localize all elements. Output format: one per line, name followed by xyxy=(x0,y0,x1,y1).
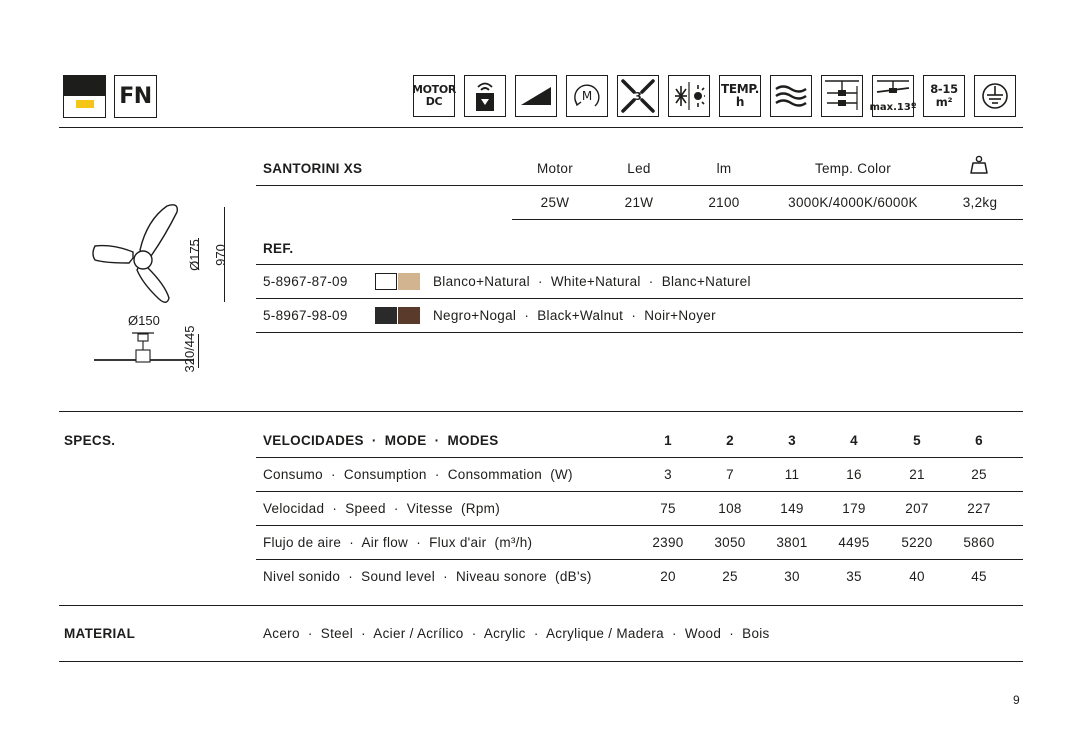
material-text: Acero · Steel · Acier / Acrílico · Acrylic · Acrylique / Madera · Wood · Bois xyxy=(263,626,770,641)
spec-value: 4495 xyxy=(838,535,870,550)
spec-row-label: Velocidad · Speed · Vitesse (Rpm) xyxy=(263,501,501,516)
motor-dc-icon: MOTOR DC xyxy=(413,75,455,117)
footer-divider xyxy=(59,661,1023,662)
specs-header: VELOCIDADES · MODE · MODES xyxy=(263,433,499,448)
value-motor: 25W xyxy=(540,195,570,210)
col-motor: Motor xyxy=(536,161,573,176)
spec-value: 21 xyxy=(909,467,925,482)
col-temp-color: Temp. Color xyxy=(814,161,892,176)
specs-header-divider xyxy=(256,457,1023,458)
swatch-walnut xyxy=(398,307,420,324)
specs-section-title: SPECS. xyxy=(64,433,116,448)
spec-row-divider xyxy=(256,559,1023,560)
spec-value: 3 xyxy=(664,467,672,482)
product-name: SANTORINI XS xyxy=(263,161,363,176)
spec-value: 149 xyxy=(780,501,804,516)
spec-value: 3801 xyxy=(776,535,808,550)
family-code: FN xyxy=(119,84,152,109)
family-code-badge xyxy=(114,75,157,118)
refs-divider-mid xyxy=(256,298,1023,299)
span-label: 970 xyxy=(213,244,228,266)
value-led: 21W xyxy=(624,195,654,210)
mode-2: 2 xyxy=(726,433,734,448)
header-divider xyxy=(59,127,1023,128)
reversible-motor-icon xyxy=(566,75,608,117)
spec-value: 179 xyxy=(842,501,866,516)
refs-title: REF. xyxy=(263,241,294,256)
spec-value: 7 xyxy=(726,467,734,482)
spec-value: 5860 xyxy=(963,535,995,550)
spec-value: 108 xyxy=(718,501,742,516)
remote-control-icon xyxy=(464,75,506,117)
swatch-white xyxy=(375,273,397,290)
specs-section-divider xyxy=(59,411,1023,412)
refs-divider-bottom xyxy=(256,332,1023,333)
spec-value: 20 xyxy=(660,569,676,584)
spec-value: 25 xyxy=(722,569,738,584)
max-inclination-icon xyxy=(869,75,917,117)
spec-value: 227 xyxy=(967,501,991,516)
spec-row-label: Consumo · Consumption · Consommation (W) xyxy=(263,467,573,482)
spec-value: 30 xyxy=(784,569,800,584)
value-lumens: 2100 xyxy=(708,195,740,210)
canopy-diameter-label: Ø150 xyxy=(128,313,160,328)
refs-divider-top xyxy=(256,264,1023,265)
height-label: 320/445 xyxy=(182,325,197,373)
blade-diameter-label: Ø175 xyxy=(187,239,202,271)
swatch-black xyxy=(375,307,397,324)
weight-icon xyxy=(970,155,988,175)
value-temp-color: 3000K/4000K/6000K xyxy=(788,195,918,210)
product-values-divider xyxy=(512,219,1023,220)
dimmable-icon xyxy=(515,75,557,117)
spec-value: 75 xyxy=(660,501,676,516)
product-header-divider xyxy=(256,185,1023,186)
page-number: 9 xyxy=(1013,693,1020,707)
ref-desc-1: Blanco+Natural · White+Natural · Blanc+Naturel xyxy=(433,274,751,289)
three-speed-blades-icon xyxy=(617,75,659,117)
mode-6: 6 xyxy=(975,433,983,448)
summer-winter-icon xyxy=(668,75,710,117)
swatch-natural xyxy=(398,273,420,290)
spec-row-label: Flujo de aire · Air flow · Flux d'air (m³/h) xyxy=(263,535,533,550)
spec-value: 25 xyxy=(971,467,987,482)
mode-5: 5 xyxy=(913,433,921,448)
spec-value: 5220 xyxy=(901,535,933,550)
col-lumens: lm xyxy=(716,161,732,176)
spec-value: 3050 xyxy=(714,535,746,550)
material-section-title: MATERIAL xyxy=(64,626,136,641)
svg-text:max.13º: max.13º xyxy=(869,102,917,113)
ground-connection-icon xyxy=(974,75,1016,117)
air-flow-icon xyxy=(770,75,812,117)
spec-value: 11 xyxy=(784,467,800,482)
fan-top-view-drawing xyxy=(85,200,185,305)
adjustable-height-icon xyxy=(821,75,863,117)
ref-code-2: 5-8967-98-09 xyxy=(263,308,348,323)
temporizer-icon: TEMP. h xyxy=(719,75,761,117)
spec-row-divider xyxy=(256,491,1023,492)
value-weight: 3,2kg xyxy=(962,195,998,210)
spec-value: 16 xyxy=(846,467,862,482)
svg-text:3: 3 xyxy=(634,90,642,103)
material-section-divider xyxy=(59,605,1023,606)
mode-3: 3 xyxy=(788,433,796,448)
spec-value: 207 xyxy=(905,501,929,516)
light-color-icon xyxy=(63,75,106,118)
col-led: Led xyxy=(627,161,651,176)
ref-code-1: 5-8967-87-09 xyxy=(263,274,348,289)
spec-value: 45 xyxy=(971,569,987,584)
spec-value: 40 xyxy=(909,569,925,584)
spec-value: 35 xyxy=(846,569,862,584)
spec-value: 2390 xyxy=(652,535,684,550)
mode-4: 4 xyxy=(850,433,858,448)
ref-desc-2: Negro+Nogal · Black+Walnut · Noir+Noyer xyxy=(433,308,716,323)
spec-row-divider xyxy=(256,525,1023,526)
svg-text:M: M xyxy=(581,89,593,103)
spec-row-label: Nivel sonido · Sound level · Niveau sonore (dB's) xyxy=(263,569,592,584)
mode-1: 1 xyxy=(664,433,672,448)
room-size-icon: 8-15 m² xyxy=(923,75,965,117)
